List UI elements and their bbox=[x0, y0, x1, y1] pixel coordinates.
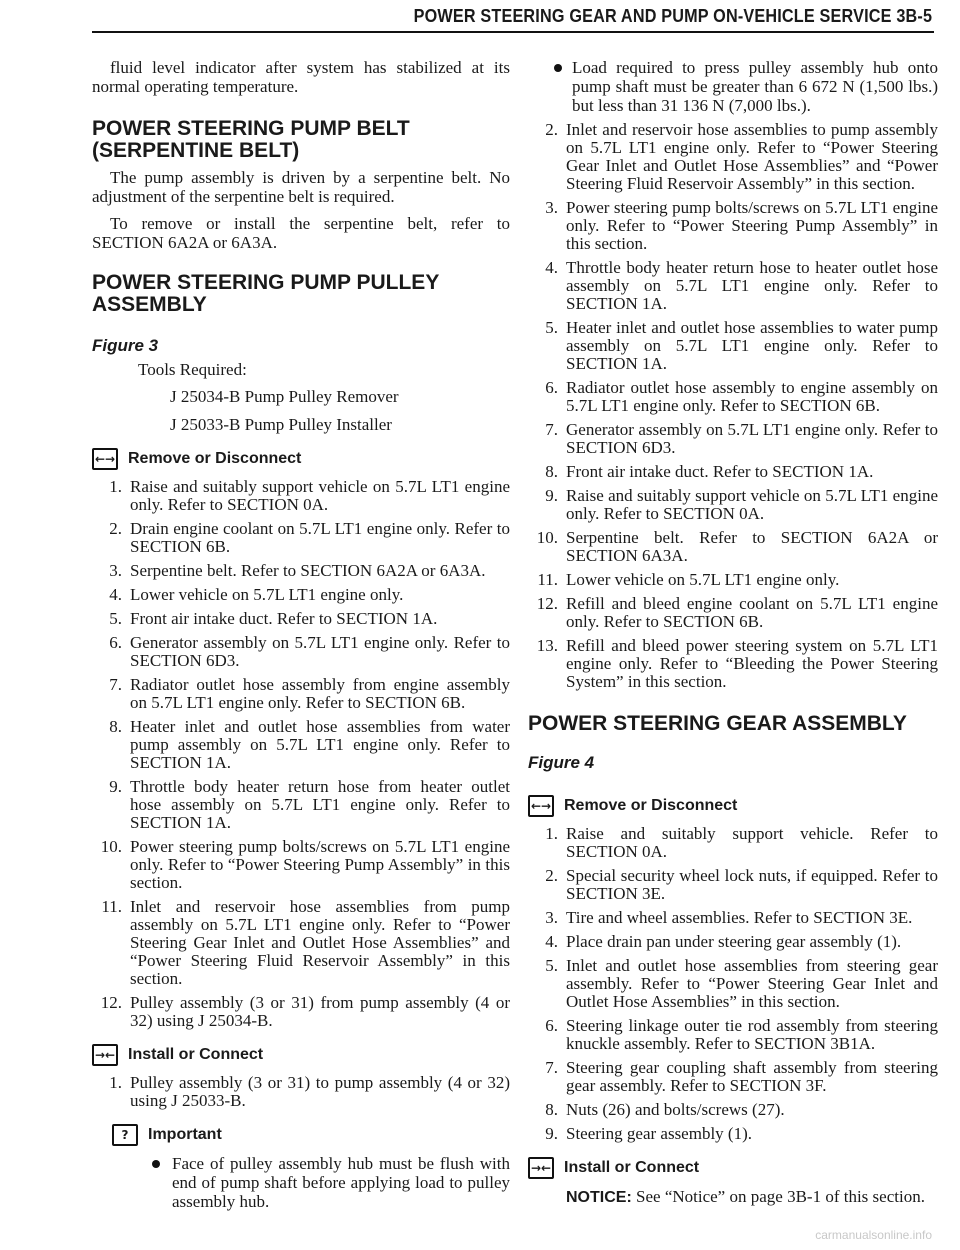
step-item bbox=[92, 562, 510, 580]
step-item bbox=[528, 319, 938, 373]
step-text: Inlet and reservoir hose assemblies to pump assembly on 5.7L LT1 engine only. Refer to “Power Steering Gear Inlet and Outlet Hose Assemblies” and “Power Steering Fluid Reservoir Assembly” in this section. bbox=[566, 120, 938, 193]
step-number: 12. bbox=[536, 594, 558, 613]
step-number: 5. bbox=[109, 609, 122, 628]
step-number: 5. bbox=[545, 318, 558, 337]
remove-disconnect-title: Remove or Disconnect bbox=[128, 450, 302, 467]
step-text: Power steering pump bolts/screws on 5.7L LT1 engine only. Refer to “Power Steering Pump Assembly” in this section. bbox=[130, 837, 510, 892]
step-item bbox=[528, 595, 938, 631]
step-item bbox=[528, 379, 938, 415]
step-text: Front air intake duct. Refer to SECTION 1A. bbox=[566, 462, 874, 481]
watermark: carmanualsonline.info bbox=[815, 1228, 932, 1242]
step-item bbox=[92, 478, 510, 514]
step-number: 10. bbox=[536, 528, 558, 547]
step-number: 9. bbox=[109, 777, 122, 796]
step-number: 5. bbox=[545, 956, 558, 975]
gear-remove-steps bbox=[528, 825, 938, 1143]
step-item bbox=[528, 909, 938, 927]
step-item bbox=[92, 994, 510, 1030]
remove-disconnect-icon: ←→ bbox=[92, 448, 118, 470]
step-text: Special security wheel lock nuts, if equipped. Refer to SECTION 3E. bbox=[566, 866, 938, 903]
step-text: Pulley assembly (3 or 31) to pump assembly (4 or 32) using J 25033-B. bbox=[130, 1073, 510, 1110]
step-item bbox=[528, 571, 938, 589]
load-bullet-text: Load required to press pulley assembly hub onto pump shaft must be greater than 6 672 N (1,500 lbs.) but less than 31 136 N (7,000 lbs.). bbox=[572, 58, 938, 115]
step-text: Heater inlet and outlet hose assemblies from water pump assembly on 5.7L LT1 engine only. Refer to SECTION 1A. bbox=[130, 717, 510, 772]
step-number: 7. bbox=[545, 1058, 558, 1077]
step-text: Tire and wheel assemblies. Refer to SECTION 3E. bbox=[566, 908, 913, 927]
step-item bbox=[92, 586, 510, 604]
gear-remove-header bbox=[528, 795, 938, 817]
notice-label: NOTICE: bbox=[566, 1189, 632, 1206]
page-header bbox=[0, 0, 960, 44]
step-text: Refill and bleed power steering system on 5.7L LT1 engine only. Refer to “Bleeding the Power Steering System” in this section. bbox=[566, 636, 938, 691]
bullet-dot-icon bbox=[152, 1160, 160, 1168]
step-text: Pulley assembly (3 or 31) from pump assembly (4 or 32) using J 25034-B. bbox=[130, 993, 510, 1030]
step-item bbox=[92, 838, 510, 892]
step-text: Generator assembly on 5.7L LT1 engine only. Refer to SECTION 6D3. bbox=[130, 633, 510, 670]
step-item bbox=[528, 1017, 938, 1053]
step-item bbox=[528, 121, 938, 193]
step-item bbox=[528, 957, 938, 1011]
step-number: 6. bbox=[545, 378, 558, 397]
step-text: Drain engine coolant on 5.7L LT1 engine only. Refer to SECTION 6B. bbox=[130, 519, 510, 556]
step-item bbox=[528, 637, 938, 691]
step-item bbox=[528, 825, 938, 861]
page-running-title: POWER STEERING GEAR AND PUMP ON-VEHICLE SERVICE 3B-5 bbox=[413, 6, 932, 26]
step-text: Heater inlet and outlet hose assemblies to water pump assembly on 5.7L LT1 engine only. Refer to SECTION 1A. bbox=[566, 318, 938, 373]
step-number: 2. bbox=[545, 866, 558, 885]
step-number: 1. bbox=[545, 824, 558, 843]
important-title: Important bbox=[148, 1126, 222, 1143]
bullet-dot-icon bbox=[554, 64, 562, 72]
step-number: 6. bbox=[109, 633, 122, 652]
header-rule bbox=[92, 31, 934, 33]
step-item bbox=[92, 718, 510, 772]
tools-required bbox=[92, 360, 510, 434]
important-icon: ? bbox=[112, 1124, 138, 1146]
step-text: Lower vehicle on 5.7L LT1 engine only. bbox=[130, 585, 404, 604]
step-number: 12. bbox=[100, 993, 122, 1012]
step-text: Generator assembly on 5.7L LT1 engine only. Refer to SECTION 6D3. bbox=[566, 420, 938, 457]
left-column bbox=[92, 58, 510, 1211]
step-text: Raise and suitably support vehicle. Refer to SECTION 0A. bbox=[566, 824, 938, 861]
step-text: Place drain pan under steering gear assembly (1). bbox=[566, 932, 902, 951]
step-item bbox=[528, 199, 938, 253]
step-number: 13. bbox=[536, 636, 558, 655]
step-number: 4. bbox=[109, 585, 122, 604]
step-text: Throttle body heater return hose to heater outlet hose assembly on 5.7L LT1 engine only. Refer to SECTION 1A. bbox=[566, 258, 938, 313]
figure-4-label: Figure 4 bbox=[528, 753, 595, 772]
step-text: Steering gear coupling shaft assembly from steering gear assembly. Refer to SECTION 3F. bbox=[566, 1058, 938, 1095]
step-number: 1. bbox=[109, 1073, 122, 1092]
tool-item: J 25034-B Pump Pulley Remover bbox=[170, 387, 399, 406]
step-item bbox=[528, 1059, 938, 1095]
step-item bbox=[92, 634, 510, 670]
step-item bbox=[528, 421, 938, 457]
belt-paragraph-2: To remove or install the serpentine belt, refer to SECTION 6A2A or 6A3A. bbox=[92, 214, 510, 252]
step-item bbox=[528, 259, 938, 313]
step-number: 6. bbox=[545, 1016, 558, 1035]
step-number: 8. bbox=[545, 1100, 558, 1119]
belt-heading-line1: POWER STEERING PUMP BELT bbox=[92, 117, 410, 140]
step-text: Inlet and outlet hose assemblies from steering gear assembly. Refer to “Power Steering Gear Inlet and Outlet Hose Assemblies” in this section. bbox=[566, 956, 938, 1011]
step-item bbox=[92, 1074, 510, 1110]
step-text: Radiator outlet hose assembly to engine assembly on 5.7L LT1 engine only. Refer to SECTION 6B. bbox=[566, 378, 938, 415]
pulley-heading bbox=[92, 272, 510, 316]
remove-disconnect-header bbox=[92, 448, 510, 470]
step-item bbox=[92, 520, 510, 556]
step-item bbox=[92, 778, 510, 832]
step-text: Lower vehicle on 5.7L LT1 engine only. bbox=[566, 570, 840, 589]
step-number: 11. bbox=[537, 570, 558, 589]
gear-install-header bbox=[528, 1157, 938, 1179]
remove-disconnect-icon: ←→ bbox=[528, 795, 554, 817]
load-bullet bbox=[528, 58, 938, 115]
step-item bbox=[528, 529, 938, 565]
step-text: Power steering pump bolts/screws on 5.7L LT1 engine only. Refer to “Power Steering Pump Assembly” in this section. bbox=[566, 198, 938, 253]
pulley-remove-steps bbox=[92, 478, 510, 1030]
install-connect-header bbox=[92, 1044, 510, 1066]
step-number: 2. bbox=[545, 120, 558, 139]
step-text: Steering linkage outer tie rod assembly from steering knuckle assembly. Refer to SECTION 3B1A. bbox=[566, 1016, 938, 1053]
notice-paragraph bbox=[528, 1187, 938, 1207]
step-item bbox=[92, 676, 510, 712]
important-bullet-text: Face of pulley assembly hub must be flush with end of pump shaft before applying load to pulley assembly hub. bbox=[172, 1154, 510, 1211]
step-number: 11. bbox=[101, 897, 122, 916]
step-text: Radiator outlet hose assembly from engine assembly on 5.7L LT1 engine only. Refer to SECTION 6B. bbox=[130, 675, 510, 712]
pulley-heading-line2: ASSEMBLY bbox=[92, 293, 207, 316]
install-connect-icon: →← bbox=[528, 1157, 554, 1179]
tools-label: Tools Required: bbox=[138, 360, 247, 379]
step-item bbox=[528, 933, 938, 951]
pulley-install-steps bbox=[92, 1074, 510, 1110]
step-number: 3. bbox=[109, 561, 122, 580]
install-connect-icon: →← bbox=[92, 1044, 118, 1066]
step-number: 8. bbox=[109, 717, 122, 736]
important-header bbox=[92, 1124, 510, 1146]
step-item bbox=[92, 898, 510, 988]
step-number: 9. bbox=[545, 1124, 558, 1143]
step-item bbox=[92, 610, 510, 628]
intro-paragraph: fluid level indicator after system has stabilized at its normal operating temperature. bbox=[92, 58, 510, 96]
step-text: Serpentine belt. Refer to SECTION 6A2A or 6A3A. bbox=[130, 561, 486, 580]
step-number: 1. bbox=[109, 477, 122, 496]
step-number: 4. bbox=[545, 932, 558, 951]
step-number: 10. bbox=[100, 837, 122, 856]
tool-item: J 25033-B Pump Pulley Installer bbox=[170, 415, 392, 434]
step-text: Nuts (26) and bolts/screws (27). bbox=[566, 1100, 785, 1119]
step-text: Refill and bleed engine coolant on 5.7L LT1 engine only. Refer to SECTION 6B. bbox=[566, 594, 938, 631]
important-bullet bbox=[92, 1154, 510, 1211]
step-item bbox=[528, 463, 938, 481]
pulley-heading-line1: POWER STEERING PUMP PULLEY bbox=[92, 271, 440, 294]
step-text: Throttle body heater return hose from heater outlet hose assembly on 5.7L LT1 engine only. Refer to SECTION 1A. bbox=[130, 777, 510, 832]
step-number: 2. bbox=[109, 519, 122, 538]
step-number: 8. bbox=[545, 462, 558, 481]
figure-3-label: Figure 3 bbox=[92, 336, 159, 355]
right-column bbox=[528, 58, 938, 1207]
install-connect-title: Install or Connect bbox=[128, 1046, 264, 1063]
step-text: Steering gear assembly (1). bbox=[566, 1124, 752, 1143]
belt-paragraph-1: The pump assembly is driven by a serpentine belt. No adjustment of the serpentine belt is required. bbox=[92, 168, 510, 206]
belt-heading bbox=[92, 118, 510, 162]
step-text: Inlet and reservoir hose assemblies from pump assembly on 5.7L LT1 engine only. Refer to “Power Steering Gear Inlet and Outlet Hose Assemblies” and “Power Steering Fluid Reservoir Assembly” in this section. bbox=[130, 897, 510, 988]
notice-text: See “Notice” on page 3B-1 of this section. bbox=[636, 1187, 925, 1206]
step-number: 3. bbox=[545, 908, 558, 927]
step-number: 7. bbox=[109, 675, 122, 694]
step-number: 3. bbox=[545, 198, 558, 217]
step-text: Raise and suitably support vehicle on 5.7L LT1 engine only. Refer to SECTION 0A. bbox=[566, 486, 938, 523]
step-text: Raise and suitably support vehicle on 5.7L LT1 engine only. Refer to SECTION 0A. bbox=[130, 477, 510, 514]
step-text: Serpentine belt. Refer to SECTION 6A2A or SECTION 6A3A. bbox=[566, 528, 938, 565]
step-number: 4. bbox=[545, 258, 558, 277]
step-number: 9. bbox=[545, 486, 558, 505]
step-item bbox=[528, 867, 938, 903]
step-text: Front air intake duct. Refer to SECTION 1A. bbox=[130, 609, 438, 628]
step-item bbox=[528, 1101, 938, 1119]
gear-remove-title: Remove or Disconnect bbox=[564, 797, 738, 814]
gear-install-title: Install or Connect bbox=[564, 1159, 700, 1176]
step-item bbox=[528, 1125, 938, 1143]
step-number: 7. bbox=[545, 420, 558, 439]
step-item bbox=[528, 487, 938, 523]
install-continued-steps bbox=[528, 121, 938, 691]
belt-heading-line2: (SERPENTINE BELT) bbox=[92, 139, 300, 162]
gear-heading: POWER STEERING GEAR ASSEMBLY bbox=[528, 712, 907, 735]
